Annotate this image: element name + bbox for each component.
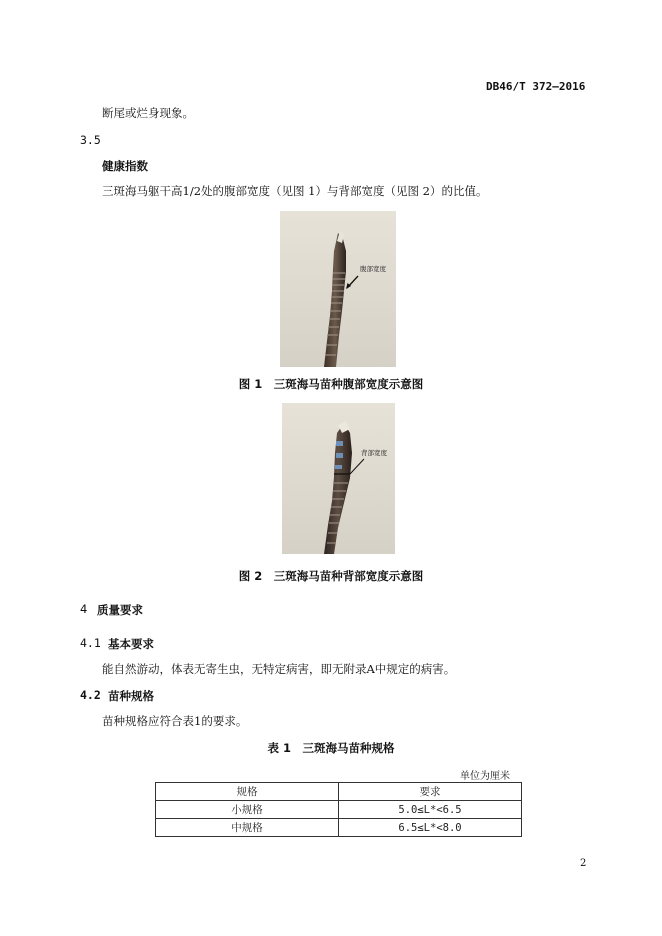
table-cell: 小规格 [156,801,339,819]
page-number: 2 [580,858,587,869]
section-3-5-number: 3.5 [80,133,101,147]
seahorse-ventral-illustration [280,211,396,367]
section-4-1-number: 4.1 [80,636,101,650]
table-cell: 中规格 [156,819,339,837]
continuation-text: 断尾或烂身现象。 [102,106,194,120]
section-3-5-definition: 三斑海马躯干高1/2处的腹部宽度（见图 1）与背部宽度（见图 2）的比值。 [102,184,488,198]
figure-1-photo [280,211,396,367]
document-code: DB46/T 372—2016 [486,80,586,93]
section-4-2-title: 苗种规格 [108,689,154,703]
section-3-5-title: 健康指数 [102,159,148,173]
section-4-1-text: 能自然游动，体表无寄生虫，无特定病害，即无附录A中规定的病害。 [102,662,456,676]
section-4-2-number: 4.2 [80,688,101,702]
figure-1-label: 腹部宽度 [360,265,386,273]
figure-2-photo [282,403,395,554]
figure-1-caption: 图 1 三斑海马苗种腹部宽度示意图 [238,377,424,391]
spec-table [155,782,522,837]
section-4-number: 4 [80,602,88,616]
table-header-cell: 要求 [339,783,522,801]
section-4-1-title: 基本要求 [108,637,154,651]
section-4-2-text: 苗种规格应符合表1的要求。 [102,714,248,728]
table-cell: 6.5≤L*<8.0 [339,819,522,837]
table-header-row [156,783,522,801]
table-1-caption: 表 1 三斑海马苗种规格 [267,741,395,755]
table-unit-note: 单位为厘米 [460,771,510,782]
figure-2-label: 背部宽度 [361,449,387,457]
table-header-cell: 规格 [156,783,339,801]
figure-2-caption: 图 2 三斑海马苗种背部宽度示意图 [238,569,424,583]
section-4-title: 质量要求 [97,603,143,617]
table-row [156,801,522,819]
seahorse-dorsal-illustration [282,403,395,554]
table-row [156,819,522,837]
table-cell: 5.0≤L*<6.5 [339,801,522,819]
